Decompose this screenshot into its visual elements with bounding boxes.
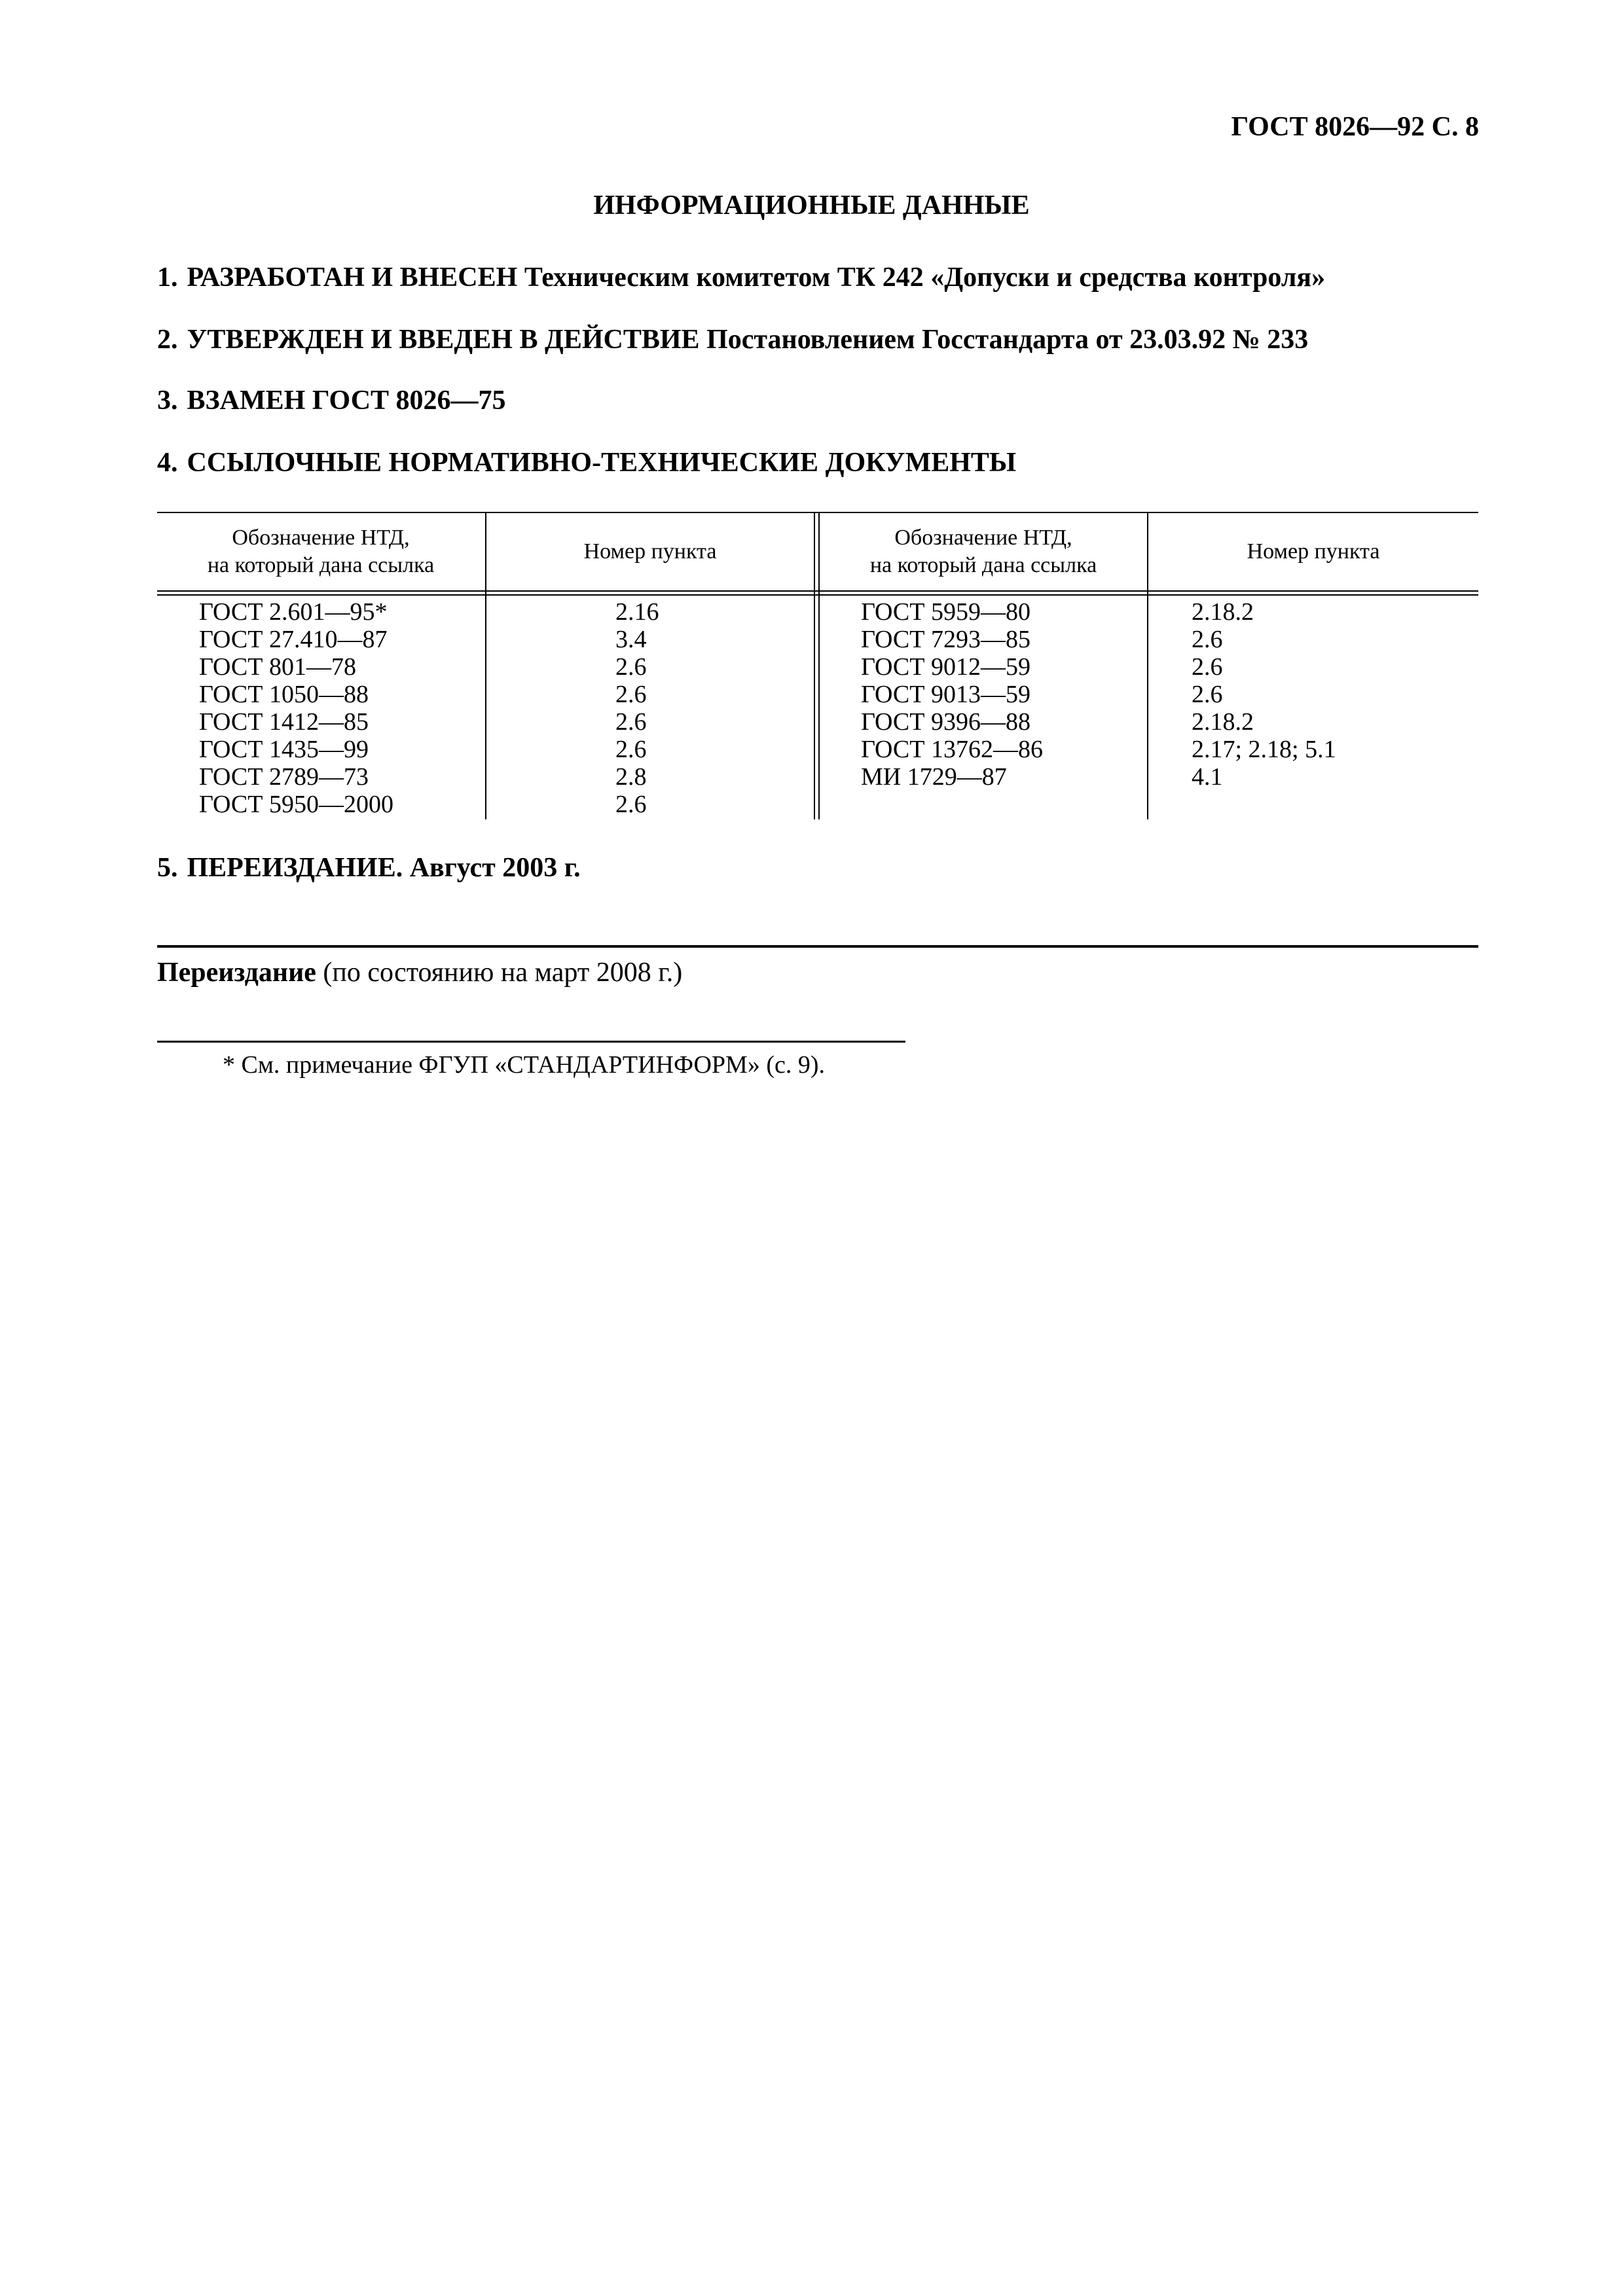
item-number: 5. bbox=[157, 853, 178, 883]
table-cell: 3.4 bbox=[615, 626, 647, 653]
header-clause-right: Номер пункта bbox=[1247, 539, 1380, 564]
table-cell: 2.17; 2.18; 5.1 bbox=[1192, 736, 1336, 763]
table-cell: ГОСТ 2789—73 bbox=[199, 763, 369, 791]
table-cell: ГОСТ 27.410—87 bbox=[199, 626, 388, 653]
table-cell: 4.1 bbox=[1192, 763, 1223, 791]
table-cell: 2.6 bbox=[615, 708, 647, 736]
table-cell: ГОСТ 2.601—95* bbox=[199, 598, 388, 626]
item-number: 3. bbox=[157, 386, 178, 416]
table-cell: ГОСТ 9012—59 bbox=[861, 653, 1030, 681]
table-cell: ГОСТ 1050—88 bbox=[199, 681, 369, 708]
table-cell: ГОСТ 1435—99 bbox=[199, 736, 369, 763]
table-cell: 2.8 bbox=[615, 763, 647, 791]
table-cell: 2.6 bbox=[1192, 626, 1223, 653]
table-cell: ГОСТ 801—78 bbox=[199, 653, 356, 681]
table-cell: 2.6 bbox=[615, 736, 647, 763]
section-title: ИНФОРМАЦИОННЫЕ ДАННЫЕ bbox=[593, 190, 1030, 221]
table-cell: 2.6 bbox=[1192, 653, 1223, 681]
item-4 bbox=[157, 447, 1016, 478]
table-cell: МИ 1729—87 bbox=[861, 763, 1007, 791]
item-lead: РАЗРАБОТАН И ВНЕСЕН bbox=[187, 262, 518, 293]
reissue-label: Переиздание bbox=[157, 958, 316, 988]
table-header-rule-double bbox=[157, 594, 1478, 596]
table-cell: 2.6 bbox=[615, 791, 647, 818]
item-2 bbox=[157, 324, 1308, 355]
item-lead: ССЫЛОЧНЫЕ НОРМАТИВНО-ТЕХНИЧЕСКИЕ ДОКУМЕНТЫ bbox=[187, 448, 1017, 478]
item-lead: УТВЕРЖДЕН И ВВЕДЕН В ДЕЙСТВИЕ bbox=[187, 325, 700, 355]
header-designation-left: Обозначение НТД, на который дана ссылка bbox=[207, 526, 435, 577]
table-cell: 2.6 bbox=[1192, 681, 1223, 708]
item-lead: ПЕРЕИЗДАНИЕ. bbox=[187, 853, 403, 883]
table-cell: ГОСТ 7293—85 bbox=[861, 626, 1030, 653]
separator-rule bbox=[157, 945, 1478, 948]
item-5 bbox=[157, 852, 581, 884]
table-top-rule bbox=[157, 512, 1478, 513]
footnote: * См. примечание ФГУП «СТАНДАРТИНФОРМ» (с. 9). bbox=[223, 1051, 826, 1079]
table-column-divider bbox=[814, 512, 815, 819]
table-cell: 2.6 bbox=[615, 653, 647, 681]
footnote-rule bbox=[157, 1041, 905, 1043]
page-header: ГОСТ 8026—92 С. 8 bbox=[1231, 112, 1479, 142]
table-cell: 2.18.2 bbox=[1192, 708, 1254, 736]
reissue-note bbox=[157, 957, 682, 988]
item-lead: ВЗАМЕН ГОСТ 8026—75 bbox=[187, 386, 506, 416]
left-designation-column bbox=[199, 598, 393, 818]
item-number: 2. bbox=[157, 325, 178, 355]
item-1 bbox=[157, 262, 1325, 293]
item-text: Техническим комитетом ТК 242 «Допуски и средства контроля» bbox=[524, 262, 1326, 293]
reference-documents-table bbox=[157, 512, 1478, 819]
item-text: Август 2003 г. bbox=[409, 853, 581, 883]
item-text: Постановлением Госстандарта от 23.03.92 № 233 bbox=[706, 325, 1309, 355]
table-cell: ГОСТ 5950—2000 bbox=[199, 791, 393, 818]
table-cell: 2.6 bbox=[615, 681, 647, 708]
table-cell: ГОСТ 9396—88 bbox=[861, 708, 1030, 736]
right-designation-column bbox=[861, 598, 1043, 791]
table-cell: 2.18.2 bbox=[1192, 598, 1254, 626]
table-cell: ГОСТ 5959—80 bbox=[861, 598, 1030, 626]
reissue-text: (по состоянию на март 2008 г.) bbox=[323, 958, 683, 988]
table-cell: 2.16 bbox=[615, 598, 659, 626]
right-clause-column bbox=[1192, 598, 1336, 791]
header-clause-left: Номер пункта bbox=[583, 539, 717, 564]
table-cell: ГОСТ 9013—59 bbox=[861, 681, 1030, 708]
left-clause-column bbox=[615, 598, 659, 818]
item-number: 1. bbox=[157, 262, 178, 293]
item-3 bbox=[157, 385, 506, 416]
table-header-rule bbox=[157, 590, 1478, 592]
table-cell: ГОСТ 1412—85 bbox=[199, 708, 369, 736]
table-cell: ГОСТ 13762—86 bbox=[861, 736, 1043, 763]
header-designation-right: Обозначение НТД, на который дана ссылка bbox=[869, 526, 1097, 577]
item-number: 4. bbox=[157, 448, 178, 478]
